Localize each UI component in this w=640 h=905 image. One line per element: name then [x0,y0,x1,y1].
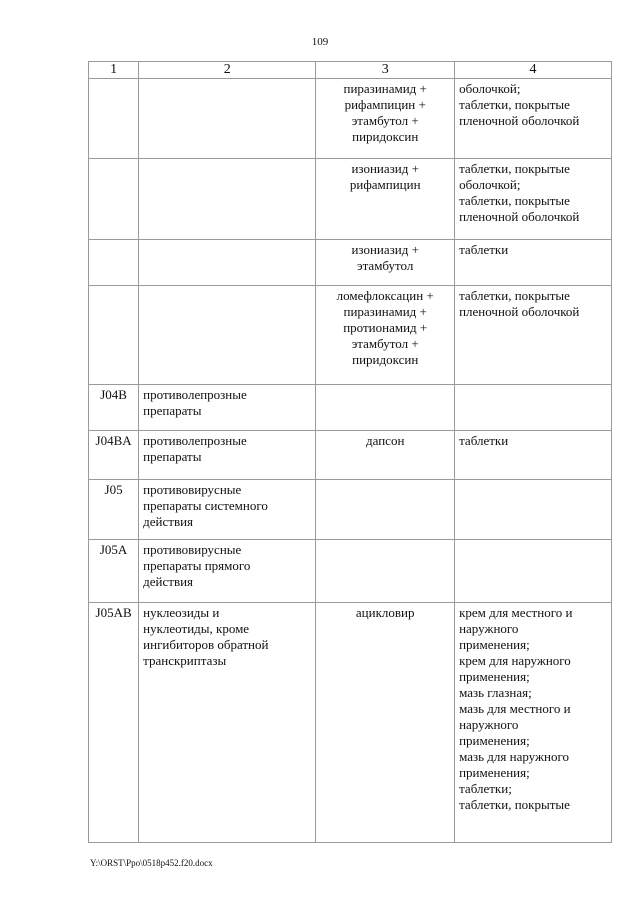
cell-text-line: таблетки [459,242,509,257]
cell-text-line: этамбутол + [351,336,419,351]
cell-text-line: пиридоксин [352,352,419,367]
dosage-form-cell [455,79,612,159]
header-col-4: 4 [455,62,612,79]
table-header-row [89,62,612,79]
atc-code-cell [89,286,139,385]
table-row [89,431,612,480]
cell-text-line: таблетки, покрытые [459,161,570,176]
cell-text-line: применения; [459,637,530,652]
cell-text-line: этамбутол + [351,113,419,128]
cell-text-line: ломефлоксацин + [336,288,434,303]
table-row [89,286,612,385]
cell-text-line: пленочной оболочкой [459,209,580,224]
cell-text-line: противолепрозные [143,387,247,402]
cell-text-line: этамбутол [357,258,414,273]
cell-text-line: транскриптазы [143,653,227,668]
cell-text-line: применения; [459,669,530,684]
cell-text-line: изониазид + [351,242,419,257]
dosage-form-cell [455,431,612,480]
cell-text-line: пленочной оболочкой [459,304,580,319]
cell-text-line: мазь глазная; [459,685,532,700]
drug-name-cell [316,159,455,240]
header-col-2: 2 [139,62,316,79]
drug-name-cell [316,286,455,385]
page-number: 109 [311,36,329,48]
table-row [89,385,612,431]
cell-text-line: таблетки, покрытые [459,97,570,112]
group-name-cell [139,240,316,286]
file-path-footer: Y:\ORST\Ppo\0518p452.f20.docx [90,858,213,868]
cell-text-line: ацикловир [355,605,415,620]
drug-name-cell [316,603,455,843]
cell-text-line: оболочкой; [459,177,521,192]
cell-text-line: пиридоксин [352,129,419,144]
dosage-form-cell [455,240,612,286]
drug-name-cell [316,540,455,603]
cell-text-line: мазь для местного и [459,701,571,716]
cell-text-line: таблетки; [459,781,512,796]
cell-text-line: препараты прямого [143,558,251,573]
drug-table [88,61,612,843]
cell-text-line: наружного [459,621,519,636]
dosage-form-cell [455,159,612,240]
dosage-form-cell [455,540,612,603]
cell-text-line: препараты [143,403,202,418]
table-row [89,240,612,286]
cell-text-line: оболочкой; [459,81,521,96]
cell-text-line: пиразинамид + [343,304,427,319]
group-name-cell [139,159,316,240]
atc-code-cell: J04BA [89,431,139,480]
atc-code-cell: J04B [89,385,139,431]
cell-text-line: нуклеозиды и [143,605,220,620]
cell-text-line: дапсон [366,433,405,448]
cell-text-line: противовирусные [143,482,242,497]
cell-text-line: ингибиторов обратной [143,637,269,652]
cell-text-line: изониазид + [351,161,419,176]
group-name-cell [139,431,316,480]
cell-text-line: пиразинамид + [343,81,427,96]
cell-text-line: препараты системного [143,498,268,513]
drug-name-cell [316,431,455,480]
cell-text-line: таблетки, покрытые [459,288,570,303]
cell-text-line: таблетки, покрытые [459,797,570,812]
cell-text-line: крем для местного и [459,605,573,620]
table-row [89,159,612,240]
cell-text-line: рифампицин [349,177,421,192]
drug-name-cell [316,79,455,159]
cell-text-line: препараты [143,449,202,464]
atc-code-cell: J05A [89,540,139,603]
dosage-form-cell [455,603,612,843]
cell-text-line: наружного [459,717,519,732]
group-name-cell [139,286,316,385]
cell-text-line: мазь для наружного [459,749,569,764]
table-row [89,603,612,843]
cell-text-line: пленочной оболочкой [459,113,580,128]
cell-text-line: таблетки [459,433,509,448]
atc-code-cell [89,79,139,159]
group-name-cell [139,480,316,540]
drug-name-cell [316,385,455,431]
atc-code-cell: J05AB [89,603,139,843]
cell-text-line: таблетки, покрытые [459,193,570,208]
cell-text-line: протионамид + [343,320,428,335]
group-name-cell [139,385,316,431]
table-row [89,540,612,603]
cell-text-line: противовирусные [143,542,242,557]
atc-code-cell [89,159,139,240]
drug-name-cell [316,480,455,540]
cell-text-line: применения; [459,765,530,780]
cell-text-line: крем для наружного [459,653,571,668]
table-row [89,480,612,540]
group-name-cell [139,540,316,603]
cell-text-line: действия [143,574,194,589]
header-col-1: 1 [89,62,139,79]
header-col-3: 3 [316,62,455,79]
table-body [89,79,612,843]
cell-text-line: противолепрозные [143,433,247,448]
dosage-form-cell [455,286,612,385]
group-name-cell [139,79,316,159]
cell-text-line: действия [143,514,194,529]
cell-text-line: применения; [459,733,530,748]
group-name-cell [139,603,316,843]
dosage-form-cell [455,385,612,431]
atc-code-cell: J05 [89,480,139,540]
cell-text-line: рифампицин + [344,97,426,112]
dosage-form-cell [455,480,612,540]
table-row [89,79,612,159]
drug-name-cell [316,240,455,286]
atc-code-cell [89,240,139,286]
cell-text-line: нуклеотиды, кроме [143,621,250,636]
